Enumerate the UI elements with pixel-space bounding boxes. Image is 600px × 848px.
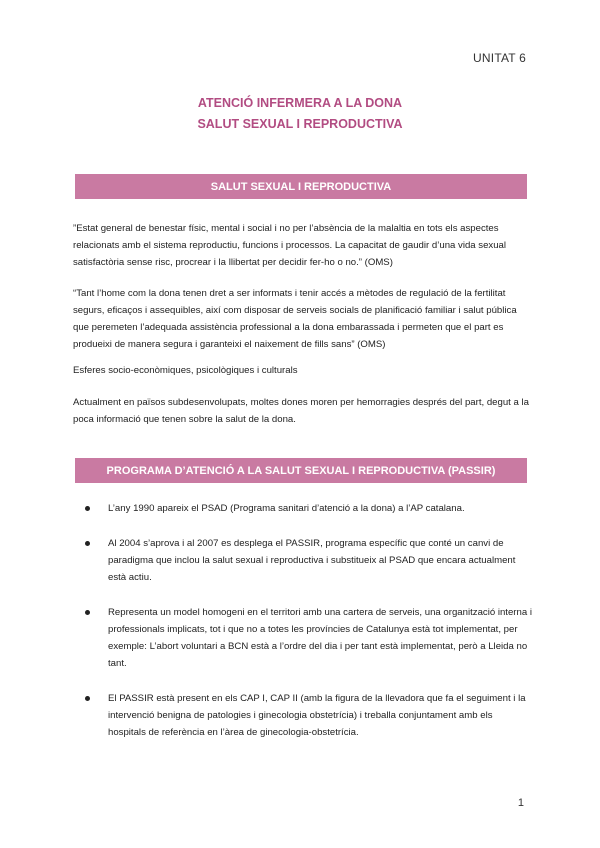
bullet-icon [85, 541, 90, 546]
paragraph-paisos-subdesenvolupats: Actualment en països subdesenvolupats, moltes dones moren per hemorragies després del part, degut a la poca informació que tenen sobre la salut de la dona. [73, 397, 529, 425]
bullet-icon [85, 610, 90, 615]
paragraph-oms-definition-2: “Tant l’home com la dona tenen dret a ser informats i tenir accés a mètodes de regulació de la fertilitat segurs, eficaços i assequibles, així com disposar de serveis socials de planificació familiar i salut pública que peremeten l’adequada assistència professional a la dona embarassada i permeten que el part es produeixi de manera segura i garanteixi el naixement de fills sans” (OMS) [73, 288, 517, 350]
document-title-line-2: SALUT SEXUAL I REPRODUCTIVA [197, 117, 403, 131]
section-heading-passir: PROGRAMA D’ATENCIÓ A LA SALUT SEXUAL I REPRODUCTIVA (PASSIR) [75, 458, 527, 483]
list-item-text: L’any 1990 apareix el PSAD (Programa sanitari d’atenció a la dona) a l’AP catalana. [108, 503, 465, 514]
list-item-text: Representa un model homogeni en el territori amb una cartera de serveis, una organització interna i professionals implicats, tot i que no a totes les províncies de Catalunya està tot implementat, per exemple: L’abort voluntari a BCN està a l’ordre del dia i per tant està implementat, però a Lleida no tant. [108, 607, 532, 669]
bullet-icon [85, 696, 90, 701]
document-title [0, 93, 600, 135]
section-heading-salut-sexual: SALUT SEXUAL I REPRODUCTIVA [75, 174, 527, 199]
bullet-icon [85, 506, 90, 511]
paragraph-oms-definition-1: ”Estat general de benestar físic, mental i social i no per l’absència de la malaltia en tots els aspectes relacionats amb el sistema reproductiu, funcions i processos. La capacitat de gaudir d’una vida sexual satisfactòria sense risc, procrear i la llibertat per decidir fer-ho o no.” (OMS) [73, 223, 507, 268]
list-item [85, 604, 533, 672]
list-item [85, 535, 533, 586]
unit-label: UNITAT 6 [473, 51, 526, 65]
document-title-line-1: ATENCIÓ INFERMERA A LA DONA [197, 96, 403, 110]
list-item-text: Al 2004 s’aprova i al 2007 es desplega el PASSIR, programa específic que conté un canvi de paradigma que inclou la salut sexual i reproductiva i substitueix al PSAD que encara actualment està actiu. [108, 538, 516, 583]
page-number: 1 [517, 797, 524, 809]
paragraph-esferes: Esferes socio-econòmiques, psicològiques i culturals [73, 365, 298, 376]
passir-bullet-list [85, 500, 533, 759]
list-item [85, 500, 533, 517]
list-item-text: El PASSIR està present en els CAP I, CAP II (amb la figura de la llevadora que fa el seguiment i la intervenció benigna de patologies i ginecologia obstetrícia) i treballa conjuntament amb els hospitals de referència en l’àrea de ginecologia-obstetrícia. [108, 693, 526, 738]
list-item [85, 690, 533, 741]
